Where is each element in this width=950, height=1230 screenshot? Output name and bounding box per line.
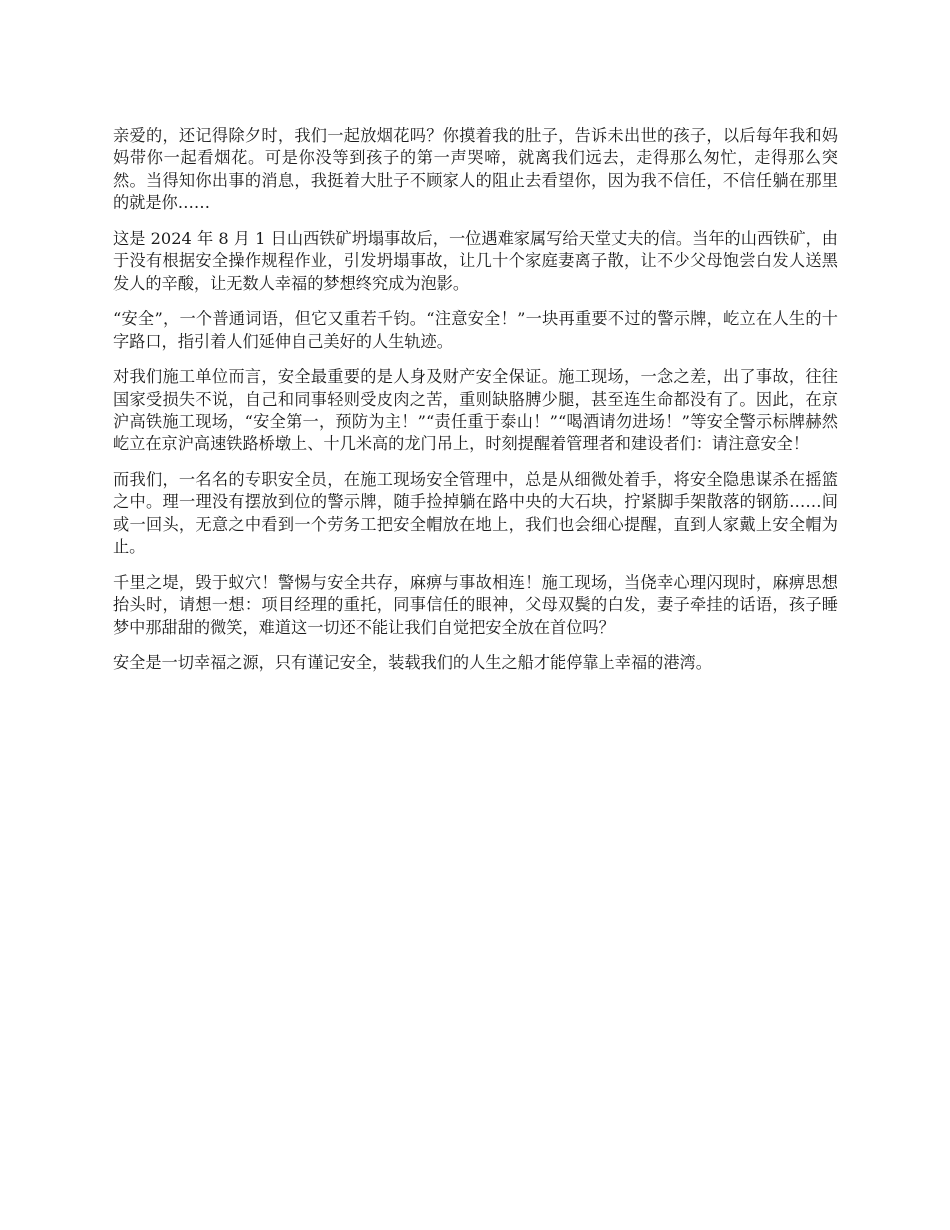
paragraph-accident: 这是 2024 年 8 月 1 日山西铁矿坍塌事故后，一位遇难家属写给天堂丈夫的信。当年的山西铁矿，由于没有根据安全操作规程作业，引发坍塌事故，让几十个家庭妻离子散，让不少父母饱尝白发人送黑发人的辛酸，让无数人幸福的梦想终究成为泡影。 xyxy=(113,228,838,293)
document-body xyxy=(113,125,838,688)
paragraph-vigilance: 千里之堤，毁于蚁穴！警惕与安全共存，麻痹与事故相连！施工现场，当侥幸心理闪现时，麻痹思想抬头时，请想一想：项目经理的重托，同事信任的眼神，父母双鬓的白发，妻子牵挂的话语，孩子睡梦中那甜甜的微笑，难道这一切还不能让我们自觉把安全放在首位吗？ xyxy=(113,572,838,637)
paragraph-conclusion: 安全是一切幸福之源，只有谨记安全，装载我们的人生之船才能停靠上幸福的港湾。 xyxy=(113,653,712,673)
paragraph-construction-site: 对我们施工单位而言，安全最重要的是人身及财产安全保证。施工现场，一念之差，出了事故，往往国家受损失不说，自己和同事轻则受皮肉之苦，重则缺胳膊少腿，甚至连生命都没有了。因此，在京沪高铁施工现场，“安全第一，预防为主！”“责任重于泰山！”“喝酒请勿进场！”等安全警示标牌赫然屹立在京沪高速铁路桥墩上、十几米高的龙门吊上，时刻提醒着管理者和建设者们：请注意安全！ xyxy=(113,367,838,454)
paragraph-safety-officers: 而我们，一名名的专职安全员，在施工现场安全管理中，总是从细微处着手，将安全隐患谋杀在摇篮之中。理一理没有摆放到位的警示牌，随手捡掉躺在路中央的大石块，拧紧脚手架散落的钢筋……间或一回头，无意之中看到一个劳务工把安全帽放在地上，我们也会细心提醒，直到人家戴上安全帽为止。 xyxy=(113,470,838,557)
paragraph-letter: 亲爱的，还记得除夕时，我们一起放烟花吗？你摸着我的肚子，告诉未出世的孩子，以后每年我和妈妈带你一起看烟花。可是你没等到孩子的第一声哭啼，就离我们远去，走得那么匆忙，走得那么突然。当得知你出事的消息，我挺着大肚子不顾家人的阻止去看望你，因为我不信任，不信任躺在那里的就是你…… xyxy=(113,126,838,213)
paragraph-safety-word: “安全”，一个普通词语，但它又重若千钧。“注意安全！”一块再重要不过的警示牌，屹立在人生的十字路口，指引着人们延伸自己美好的人生轨迹。 xyxy=(113,309,838,351)
